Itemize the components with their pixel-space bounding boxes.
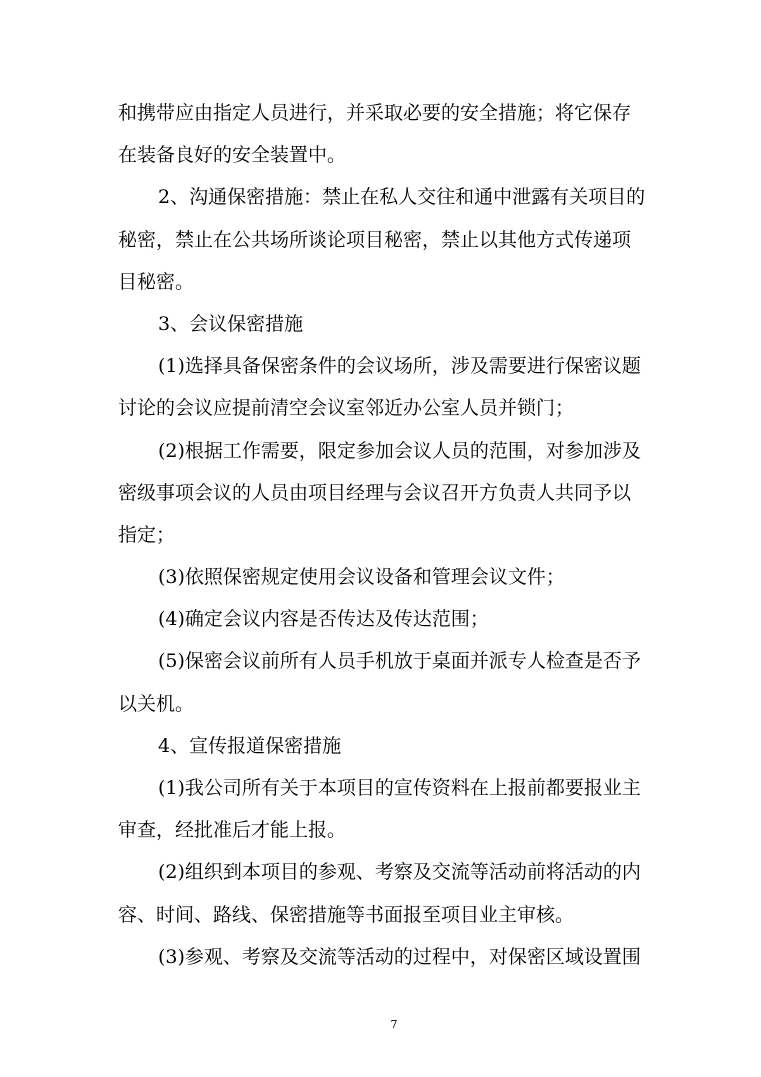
- paragraph: [118, 176, 646, 303]
- paragraph: [118, 345, 641, 429]
- text-line: (2)组织到本项目的参观、考察及交流等活动前将活动的内: [158, 861, 641, 884]
- paragraph: [118, 767, 641, 851]
- text-line: 讨论的会议应提前清空会议室邻近办公室人员并锁门；: [118, 397, 575, 420]
- text-line: (3)参观、考察及交流等活动的过程中，对保密区域设置围: [158, 945, 641, 968]
- text-line: 2、沟通保密措施：禁止在私人交往和通中泄露有关项目的: [158, 186, 646, 209]
- paragraph: [118, 303, 604, 345]
- document-body: [118, 92, 646, 978]
- text-line: (2)根据工作需要，限定参加会议人员的范围，对参加涉及: [158, 439, 641, 462]
- text-line: (1)选择具备保密条件的会议场所，涉及需要进行保密议题: [158, 355, 641, 378]
- paragraph: [118, 640, 641, 724]
- paragraph: [118, 430, 641, 557]
- text-line: 以关机。: [118, 692, 195, 715]
- paragraph: [118, 556, 604, 598]
- paragraph: [118, 936, 641, 978]
- text-line: 4、宣传报道保密措施: [158, 734, 342, 757]
- text-line: 3、会议保密措施: [158, 312, 304, 335]
- page-number: 7: [390, 1018, 398, 1031]
- text-line: 密级事项会议的人员由项目经理与会议召开方负责人共同予以: [118, 481, 632, 504]
- paragraph: [118, 725, 604, 767]
- text-line: 秘密，禁止在公共场所谈论项目秘密，禁止以其他方式传递项: [118, 228, 632, 251]
- text-line: 目秘密。: [118, 270, 195, 293]
- paragraph: [118, 851, 641, 935]
- text-line: 审查，经批准后才能上报。: [118, 819, 347, 842]
- text-line: 容、时间、路线、保密措施等书面报至项目业主审核。: [118, 903, 575, 926]
- text-line: 在装备良好的安全装置中。: [118, 144, 347, 167]
- paragraph: [118, 92, 632, 176]
- text-line: 指定；: [118, 523, 176, 546]
- paragraph: [118, 598, 604, 640]
- text-line: (1)我公司所有关于本项目的宣传资料在上报前都要报业主: [158, 777, 641, 799]
- text-line: (5)保密会议前所有人员手机放于桌面并派专人检查是否予: [158, 650, 641, 673]
- text-line: 和携带应由指定人员进行，并采取必要的安全措施；将它保存: [118, 102, 632, 124]
- text-line: (4)确定会议内容是否传达及传达范围；: [158, 608, 489, 631]
- text-line: (3)依照保密规定使用会议设备和管理会议文件；: [158, 566, 565, 589]
